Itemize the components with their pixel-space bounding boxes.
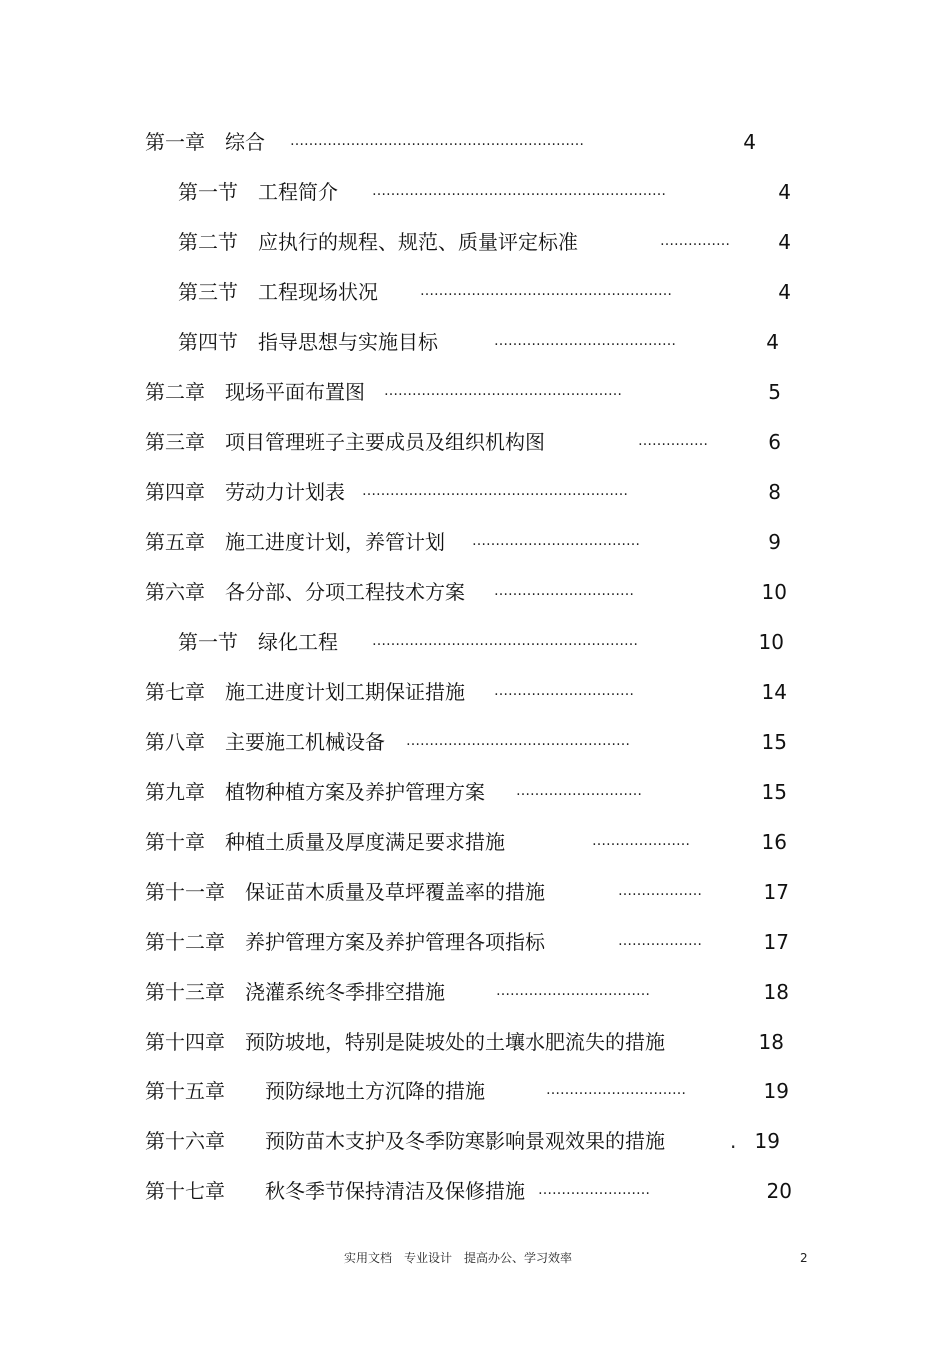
toc-page-number: 19: [763, 1079, 789, 1103]
toc-leader-dots: ………………: [618, 933, 702, 949]
toc-page-number: 16: [761, 830, 787, 854]
toc-leader-dots: ………………………………: [472, 533, 640, 549]
toc-leader-dots: ………………………………………………………: [372, 183, 666, 199]
toc-entry[interactable]: [0, 677, 950, 707]
toc-leader-dots: …………………………: [494, 683, 634, 699]
toc-page-number: 4: [743, 130, 756, 154]
toc-entry[interactable]: [0, 727, 950, 757]
toc-page-number: 5: [768, 380, 781, 404]
toc-page-number: 4: [778, 230, 791, 254]
toc-entry-title: 第八章 主要施工机械设备: [145, 730, 385, 754]
toc-leader-dots: …………………………………………………: [372, 633, 638, 649]
toc-page-number: 14: [761, 680, 787, 704]
toc-page-number: 17: [763, 930, 789, 954]
toc-entry[interactable]: [0, 1076, 950, 1106]
footer-slogan: 实用文档 专业设计 提高办公、学习效率: [344, 1251, 573, 1265]
toc-entry-title: 第十一章 保证苗木质量及草坪覆盖率的措施: [145, 880, 545, 904]
toc-entry-title: 第十六章 预防苗木支护及冬季防寒影响景观效果的措施: [145, 1129, 665, 1153]
toc-leader-dots: .: [730, 1129, 737, 1153]
toc-entry-title: 第十五章 预防绿地土方沉降的措施: [145, 1079, 485, 1103]
toc-entry-title: 第一节 工程简介: [178, 180, 338, 204]
toc-entry-title: 第十章 种植土质量及厚度满足要求措施: [145, 830, 505, 854]
toc-entry-title: 第十三章 浇灌系统冬季排空措施: [145, 980, 445, 1004]
toc-entry-title: 第五章 施工进度计划，养管计划: [145, 530, 445, 554]
toc-entry[interactable]: [0, 327, 950, 357]
toc-entry-title: 第六章 各分部、分项工程技术方案: [145, 580, 465, 604]
toc-entry-title: 第一章 综合: [145, 130, 265, 154]
toc-leader-dots: ……………: [660, 233, 730, 249]
toc-entry[interactable]: [0, 1027, 950, 1057]
toc-leader-dots: ……………………………: [496, 983, 650, 999]
toc-entry[interactable]: [0, 377, 950, 407]
toc-page-number: 15: [761, 780, 787, 804]
toc-entry-title: 第十二章 养护管理方案及养护管理各项指标: [145, 930, 545, 954]
toc-entry-title: 第十七章 秋冬季节保持清洁及保修措施: [145, 1179, 525, 1203]
toc-entry[interactable]: [0, 877, 950, 907]
toc-entry[interactable]: [0, 977, 950, 1007]
toc-leader-dots: …………………………: [494, 583, 634, 599]
toc-page-number: 4: [778, 180, 791, 204]
toc-entry[interactable]: [0, 277, 950, 307]
toc-entry[interactable]: [0, 427, 950, 457]
toc-entry[interactable]: [0, 827, 950, 857]
toc-entry-title: 第三章 项目管理班子主要成员及组织机构图: [145, 430, 545, 454]
toc-entry-title: 第十四章 预防坡地，特别是陡坡处的土壤水肥流失的措施: [145, 1030, 665, 1054]
toc-entry-title: 第九章 植物种植方案及养护管理方案: [145, 780, 485, 804]
toc-leader-dots: …………………………………: [494, 333, 676, 349]
toc-page-number: 9: [768, 530, 781, 554]
toc-page-number: 19: [754, 1129, 780, 1153]
toc-entry-title: 第二章 现场平面布置图: [145, 380, 365, 404]
toc-leader-dots: …………………………………………: [406, 733, 630, 749]
toc-leader-dots: …………………………………………………: [362, 483, 628, 499]
toc-page-number: 10: [761, 580, 787, 604]
toc-entry-title: 第三节 工程现场状况: [178, 280, 378, 304]
toc-page-number: 18: [763, 980, 789, 1004]
toc-entry[interactable]: [0, 1126, 950, 1156]
toc-entry[interactable]: [0, 927, 950, 957]
toc-leader-dots: ………………………………………………………: [290, 133, 584, 149]
toc-leader-dots: …………………: [592, 833, 690, 849]
toc-leader-dots: ……………………………………………: [384, 383, 622, 399]
toc-entry[interactable]: [0, 177, 950, 207]
toc-leader-dots: ………………………: [516, 783, 642, 799]
toc-page-number: 8: [768, 480, 781, 504]
toc-entry[interactable]: [0, 127, 950, 157]
toc-entry-title: 第二节 应执行的规程、规范、质量评定标准: [178, 230, 578, 254]
toc-leader-dots: ……………………: [538, 1182, 650, 1198]
footer-page-number: 2: [800, 1251, 808, 1265]
toc-leader-dots: ………………………………………………: [420, 283, 672, 299]
toc-entry[interactable]: [0, 1176, 950, 1206]
toc-page-number: 20: [766, 1179, 792, 1203]
toc-entry[interactable]: [0, 627, 950, 657]
toc-entry-title: 第四章 劳动力计划表: [145, 480, 345, 504]
toc-leader-dots: …………………………: [546, 1082, 686, 1098]
toc-page-number: 18: [758, 1030, 784, 1054]
toc-entry-title: 第七章 施工进度计划工期保证措施: [145, 680, 465, 704]
toc-leader-dots: ……………: [638, 433, 708, 449]
toc-page-number: 15: [761, 730, 787, 754]
toc-page-number: 17: [763, 880, 789, 904]
toc-entry[interactable]: [0, 227, 950, 257]
toc-entry-title: 第一节 绿化工程: [178, 630, 338, 654]
toc-entry[interactable]: [0, 777, 950, 807]
toc-page-number: 6: [768, 430, 781, 454]
toc-leader-dots: ………………: [618, 883, 702, 899]
toc-page-number: 10: [758, 630, 784, 654]
toc-entry[interactable]: [0, 477, 950, 507]
toc-page-number: 4: [778, 280, 791, 304]
toc-entry-title: 第四节 指导思想与实施目标: [178, 330, 438, 354]
toc-page-number: 4: [766, 330, 779, 354]
toc-entry[interactable]: [0, 577, 950, 607]
toc-entry[interactable]: [0, 527, 950, 557]
